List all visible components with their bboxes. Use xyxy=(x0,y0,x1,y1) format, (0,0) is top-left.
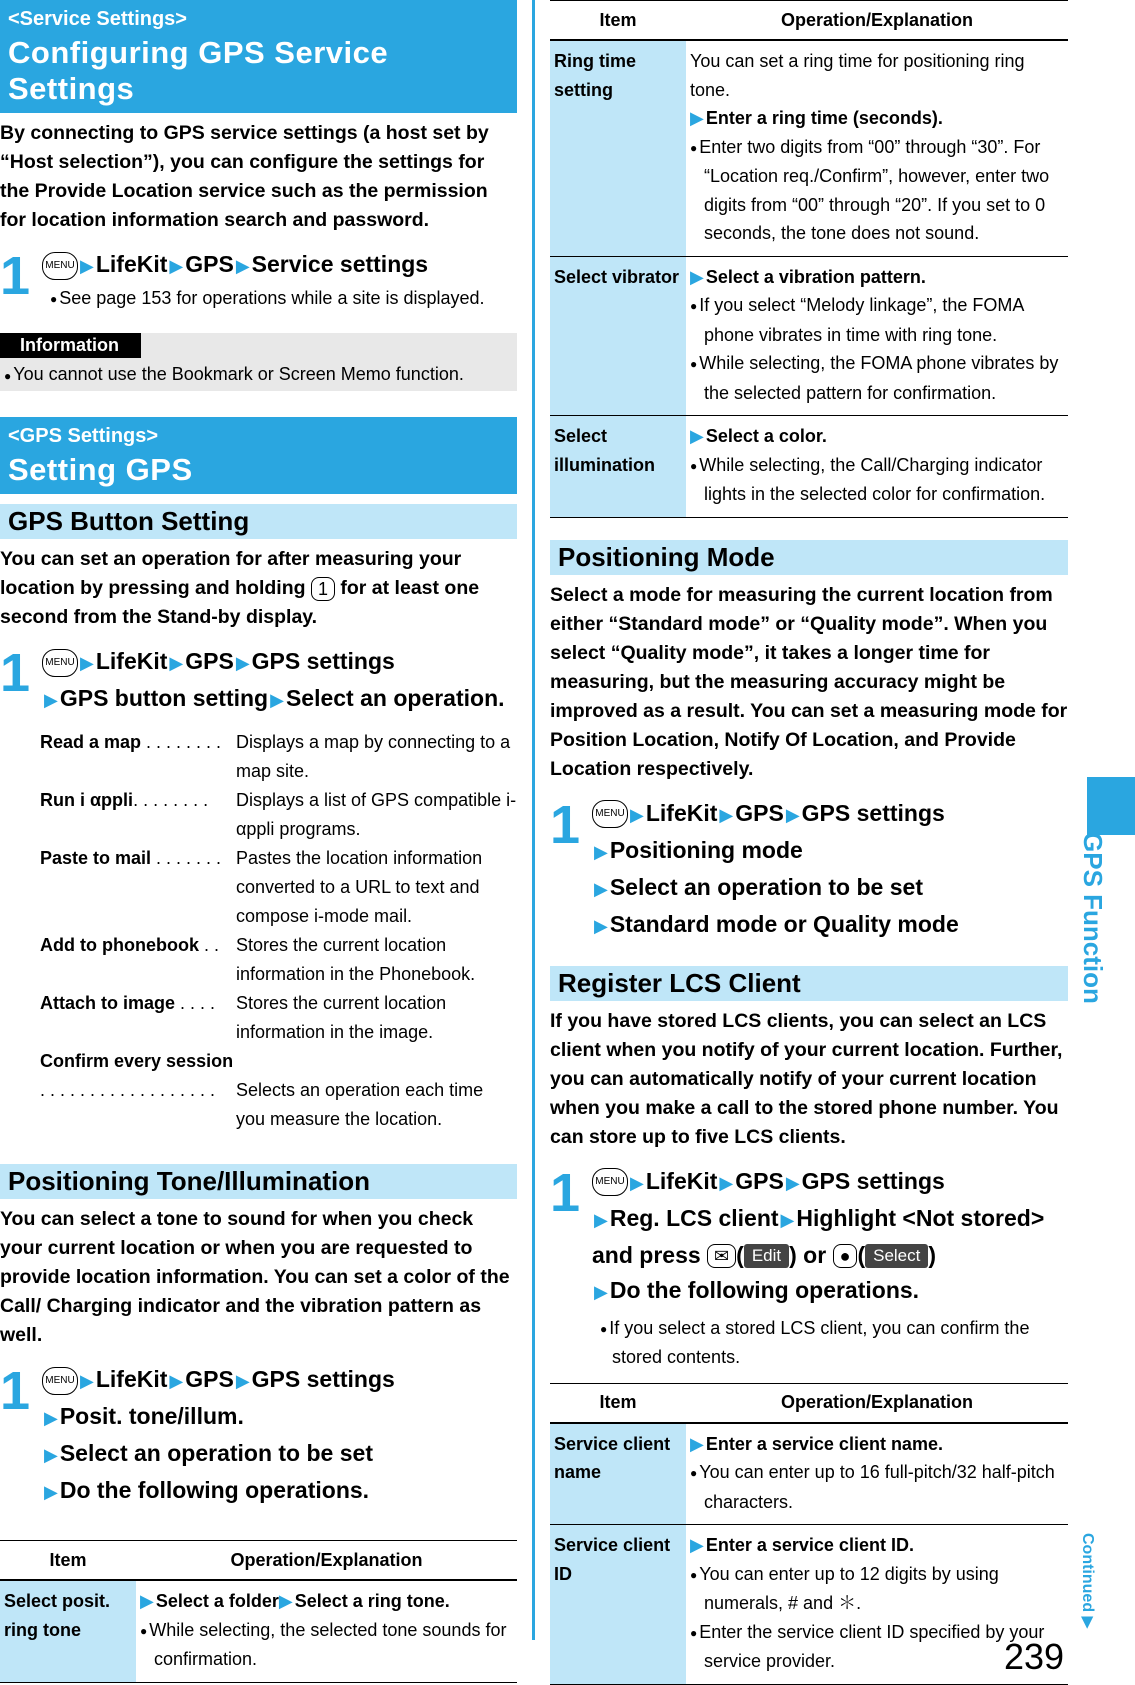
step-number: 1 xyxy=(550,1162,581,1223)
op-dots: . . . . . . . . . . . . . . . . . . xyxy=(40,1080,216,1101)
continued-label xyxy=(1078,1533,1098,1629)
menu-key-icon: MENU xyxy=(42,252,78,280)
path-lifekit: LifeKit xyxy=(95,648,168,675)
path-gps-settings: GPS settings xyxy=(801,1167,945,1194)
menu-key-icon: MENU xyxy=(592,1168,628,1196)
path-do-operations: Do the following operations. xyxy=(59,1477,370,1504)
column-header-item: Item xyxy=(550,1383,686,1423)
note-text: While selecting, the Call/Charging indicator lights in the selected color for confirmation. xyxy=(699,454,1046,504)
path-lifekit: LifeKit xyxy=(645,799,718,826)
press-text: and press xyxy=(592,1241,701,1268)
arrow-icon: ▶ xyxy=(44,690,58,711)
arrow-icon: ▶ xyxy=(690,426,704,446)
path-gps-button-setting: GPS button setting xyxy=(59,685,269,712)
arrow-icon: ▶ xyxy=(235,653,250,674)
step-note: If you select a stored LCS client, you can confirm the stored contents. xyxy=(609,1317,1030,1367)
step-number: 1 xyxy=(0,246,31,306)
information-box xyxy=(0,333,517,391)
subsection-gps-button: GPS Button Setting xyxy=(0,504,517,539)
arrow-icon: ▶ xyxy=(690,108,704,128)
path-lifekit: LifeKit xyxy=(645,1167,718,1194)
arrow-icon: ▶ xyxy=(785,804,800,825)
information-title: Information xyxy=(0,333,141,358)
path-reg-lcs: Reg. LCS client xyxy=(609,1204,779,1231)
section-title: Setting GPS xyxy=(8,452,193,488)
mode-paragraph: Select a mode for measuring the current location from either “Standard mode” or “Quality mode”. When you select “Quality mode”, it takes a longer time for measuring, but the measuring accuracy might be improved as a result. You can set a measuring mode for Position Location, Notify Of Location, and Provide Location respectively. xyxy=(550,583,1068,780)
arrow-icon: ▶ xyxy=(44,1482,58,1503)
bullet-icon: ● xyxy=(690,140,698,155)
row-explanation xyxy=(686,1423,1068,1525)
subsection-positioning-mode: Positioning Mode xyxy=(550,540,1068,575)
action-text: Select a ring tone. xyxy=(294,1591,450,1612)
note-text: While selecting, the selected tone sounds for confirmation. xyxy=(149,1619,507,1670)
path-mode-choice: Standard mode or Quality mode xyxy=(609,910,959,937)
arrow-icon: ▶ xyxy=(80,1371,94,1392)
op-name: Attach to image xyxy=(40,993,176,1014)
op-desc: Stores the current location information in the image. xyxy=(236,993,447,1043)
key-1-icon: 1 xyxy=(311,577,335,601)
menu-key-icon: MENU xyxy=(42,649,78,677)
table-row xyxy=(0,1580,517,1682)
row-item: Select posit. ring tone xyxy=(0,1580,136,1682)
arrow-icon: ▶ xyxy=(719,804,734,825)
op-dots: . . xyxy=(198,935,219,956)
op-dots: . . . . . . . xyxy=(151,848,222,869)
bullet-icon: ● xyxy=(690,1625,698,1640)
center-key-icon: ● xyxy=(833,1244,858,1268)
path-select-operation: Select an operation to be set xyxy=(609,873,923,900)
table-row xyxy=(550,256,1068,416)
path-highlight: Highlight <Not stored> xyxy=(796,1204,1045,1231)
op-name: Read a map xyxy=(40,732,142,753)
path-gps-settings: GPS settings xyxy=(251,648,395,675)
path-posit-tone: Posit. tone/illum. xyxy=(59,1403,244,1430)
row-item: Select illumination xyxy=(550,416,686,518)
para-text: You can set an operation for after measuring your location by pressing and holding xyxy=(0,548,462,600)
arrow-icon: ▶ xyxy=(235,256,250,276)
or-text: or xyxy=(803,1241,827,1268)
arrow-icon: ▶ xyxy=(278,1591,293,1612)
operation-list xyxy=(40,728,517,1134)
note-text: Enter two digits from “00” through “30”. For “Location req./Confirm”, however, enter two digits from “00” through “20”. If you set to 0 seconds, the tone does not sound. xyxy=(699,136,1050,243)
note-text: You can enter up to 16 full-pitch/32 half-pitch characters. xyxy=(699,1462,1055,1512)
arrow-icon: ▶ xyxy=(719,1172,734,1193)
row-item: Select vibrator xyxy=(550,256,686,416)
bullet-icon: ● xyxy=(690,1466,698,1481)
bullet-icon: ● xyxy=(50,292,58,307)
section-subtitle: <Service Settings> xyxy=(8,8,187,30)
arrow-icon: ▶ xyxy=(80,256,94,276)
column-header-item: Item xyxy=(0,1541,136,1581)
path-select-operation: Select an operation to be set xyxy=(59,1440,373,1467)
right-column xyxy=(550,0,1068,1685)
row-item: Service client name xyxy=(550,1423,686,1525)
step-note: See page 153 for operations while a site is displayed. xyxy=(59,288,485,308)
arrow-icon: ▶ xyxy=(594,1281,608,1302)
left-column xyxy=(0,0,517,1683)
bullet-icon: ● xyxy=(140,1623,148,1638)
table-row xyxy=(550,416,1068,518)
bullet-icon: ● xyxy=(690,357,698,371)
path-lifekit: LifeKit xyxy=(95,1366,168,1393)
step-number: 1 xyxy=(0,1361,31,1422)
path-gps: GPS xyxy=(735,799,784,826)
arrow-icon: ▶ xyxy=(785,1172,800,1193)
arrow-icon: ▶ xyxy=(140,1591,154,1612)
list-item xyxy=(40,931,517,989)
op-dots: . . . . . . . . xyxy=(141,732,222,753)
arrow-icon: ▶ xyxy=(630,1172,644,1193)
tone-paragraph: You can select a tone to sound for when you check your current location or when you are requested to provide location information. You can set a color of the Call/ Charging indicator and the vibration pattern as well. xyxy=(0,1208,510,1347)
page-number: 239 xyxy=(1004,1636,1065,1677)
step-positioning-mode xyxy=(550,796,1068,944)
chapter-label: GPS Function xyxy=(1078,832,1108,1004)
op-desc: Stores the current location information in the Phonebook. xyxy=(236,935,476,985)
edit-softkey-label: Edit xyxy=(744,1244,789,1268)
row-explanation xyxy=(686,40,1068,256)
arrow-icon: ▶ xyxy=(594,1209,608,1230)
step-number: 1 xyxy=(0,643,31,704)
subsection-register-lcs: Register LCS Client xyxy=(550,966,1068,1001)
path-gps: GPS xyxy=(735,1167,784,1194)
table-row xyxy=(550,1525,1068,1685)
subsection-tone: Positioning Tone/Illumination xyxy=(0,1164,517,1199)
menu-key-icon: MENU xyxy=(42,1367,78,1395)
action-text: Enter a service client name. xyxy=(705,1433,943,1454)
arrow-icon: ▶ xyxy=(780,1209,795,1230)
intro-paragraph: By connecting to GPS service settings (a host set by “Host selection”), you can configure the settings for the Provide Location service such as the permission for location information search and password. xyxy=(0,122,489,231)
note-text: You can set a ring time for positioning ring tone. xyxy=(690,51,1025,100)
action-text: Select a color. xyxy=(705,426,827,446)
column-header-operation: Operation/Explanation xyxy=(136,1541,517,1581)
information-text: You cannot use the Bookmark or Screen Memo function. xyxy=(13,364,464,385)
op-desc: Displays a map by connecting to a map site. xyxy=(236,732,511,782)
bullet-icon: ● xyxy=(600,1321,608,1336)
op-name: Add to phonebook xyxy=(40,935,199,956)
action-text: Select a folder xyxy=(155,1591,279,1612)
op-desc: Selects an operation each time you measure the location. xyxy=(236,1080,484,1130)
continued-arrow-icon: ▶ xyxy=(1079,1616,1096,1629)
step-service-settings xyxy=(0,247,517,313)
row-explanation xyxy=(686,416,1068,518)
action-text: Select a vibration pattern. xyxy=(705,266,926,287)
op-dots: . . . . xyxy=(175,993,216,1014)
path-gps-settings: GPS settings xyxy=(251,1366,395,1393)
column-header-operation: Operation/Explanation xyxy=(686,1,1068,41)
select-softkey-label: Select xyxy=(865,1244,928,1268)
path-select-operation: Select an operation. xyxy=(285,685,505,712)
step-gps-button xyxy=(0,644,517,718)
arrow-icon: ▶ xyxy=(169,256,184,276)
arrow-icon: ▶ xyxy=(169,1371,184,1392)
path-gps: GPS xyxy=(185,1366,234,1393)
note-text: Enter the service client ID specified by your service provider. xyxy=(699,1621,1045,1672)
path-service-settings: Service settings xyxy=(251,251,429,277)
step-tone xyxy=(0,1362,517,1510)
bullet-icon: ● xyxy=(690,458,698,473)
section-header-gps-settings xyxy=(0,417,517,494)
step-number: 1 xyxy=(550,794,581,855)
column-header-item: Item xyxy=(550,1,686,41)
arrow-icon: ▶ xyxy=(44,1408,58,1429)
arrow-icon: ▶ xyxy=(235,1371,250,1392)
lcs-table xyxy=(550,1383,1068,1685)
mail-key-icon: ✉ xyxy=(707,1244,736,1268)
note-text: If you select “Melody linkage”, the FOMA phone vibrates in time with ring tone. xyxy=(699,295,1024,345)
table-row xyxy=(550,40,1068,256)
list-item xyxy=(40,786,517,844)
continued-text: Continued xyxy=(1079,1533,1096,1613)
path-gps-settings: GPS settings xyxy=(801,799,945,826)
arrow-icon: ▶ xyxy=(594,915,608,936)
chapter-tab xyxy=(1087,777,1135,835)
op-dots: . . . . . . . . xyxy=(133,790,209,811)
arrow-icon: ▶ xyxy=(630,804,644,825)
list-item xyxy=(40,989,517,1047)
bullet-icon: ● xyxy=(690,299,698,313)
note-text: You can enter up to 12 digits by using numerals, # and ＊. xyxy=(699,1563,999,1614)
path-gps: GPS xyxy=(185,648,234,675)
section-header-service xyxy=(0,0,517,113)
arrow-icon: ▶ xyxy=(594,841,608,862)
note-text: While selecting, the FOMA phone vibrates by the selected pattern for confirmation. xyxy=(699,353,1059,403)
op-name: Confirm every session xyxy=(40,1051,234,1072)
op-name: Paste to mail xyxy=(40,848,152,869)
section-subtitle: <GPS Settings> xyxy=(8,425,159,448)
arrow-icon: ▶ xyxy=(690,1535,704,1556)
menu-key-icon: MENU xyxy=(592,800,628,828)
list-item xyxy=(40,844,517,931)
arrow-icon: ▶ xyxy=(690,266,704,287)
table-row xyxy=(550,1423,1068,1525)
list-item xyxy=(40,728,517,786)
tone-table xyxy=(0,1540,517,1683)
column-header-operation: Operation/Explanation xyxy=(686,1383,1068,1423)
step-register-lcs: 1 MENU ▶LifeKit ▶GPS ▶GPS settings ▶Reg. LCS client ▶Highlight <Not stored> and press ✉ ( Edit ) or ● ( Select ) ▶Do the following operations. ● If you select a stored LCS client, you can confirm the stored contents. xyxy=(550,1162,1045,1367)
arrow-icon: ▶ xyxy=(270,690,284,711)
para-text: for at least one second from the Stand-by display. xyxy=(0,577,480,629)
path-positioning-mode: Positioning mode xyxy=(609,836,803,863)
arrow-icon: ▶ xyxy=(690,1433,704,1454)
lcs-paragraph: If you have stored LCS clients, you can select an LCS client when you notify of your current location. Further, you can automatically notify of your current location when you make a call to the stored phone number. You can store up to five LCS clients. xyxy=(550,1009,1063,1148)
op-name: Run i αppli xyxy=(40,790,134,811)
row-explanation xyxy=(136,1580,517,1682)
arrow-icon: ▶ xyxy=(44,1445,58,1466)
arrow-icon: ▶ xyxy=(594,878,608,899)
bullet-icon: ● xyxy=(690,1567,698,1582)
path-lifekit: LifeKit xyxy=(95,251,168,277)
op-desc: Pastes the location information converted to a URL to text and compose i-mode mail. xyxy=(236,848,483,927)
arrow-icon: ▶ xyxy=(169,653,184,674)
list-item xyxy=(40,1076,517,1134)
bullet-icon: ● xyxy=(4,368,12,383)
op-desc: Displays a list of GPS compatible i-αppli programs. xyxy=(236,790,517,840)
path-do-operations: Do the following operations. xyxy=(609,1276,920,1303)
gps-button-paragraph xyxy=(0,545,517,632)
column-divider xyxy=(532,0,535,1640)
row-item: Ring time setting xyxy=(550,40,686,256)
action-text: Enter a ring time (seconds). xyxy=(705,108,943,128)
action-text: Enter a service client ID. xyxy=(705,1535,914,1556)
row-item: Service client ID xyxy=(550,1525,686,1685)
tone-table-continued xyxy=(550,0,1068,518)
row-explanation xyxy=(686,256,1068,416)
arrow-icon: ▶ xyxy=(80,653,94,674)
section-title: Configuring GPS Service Settings xyxy=(8,35,389,106)
path-gps: GPS xyxy=(185,251,234,277)
